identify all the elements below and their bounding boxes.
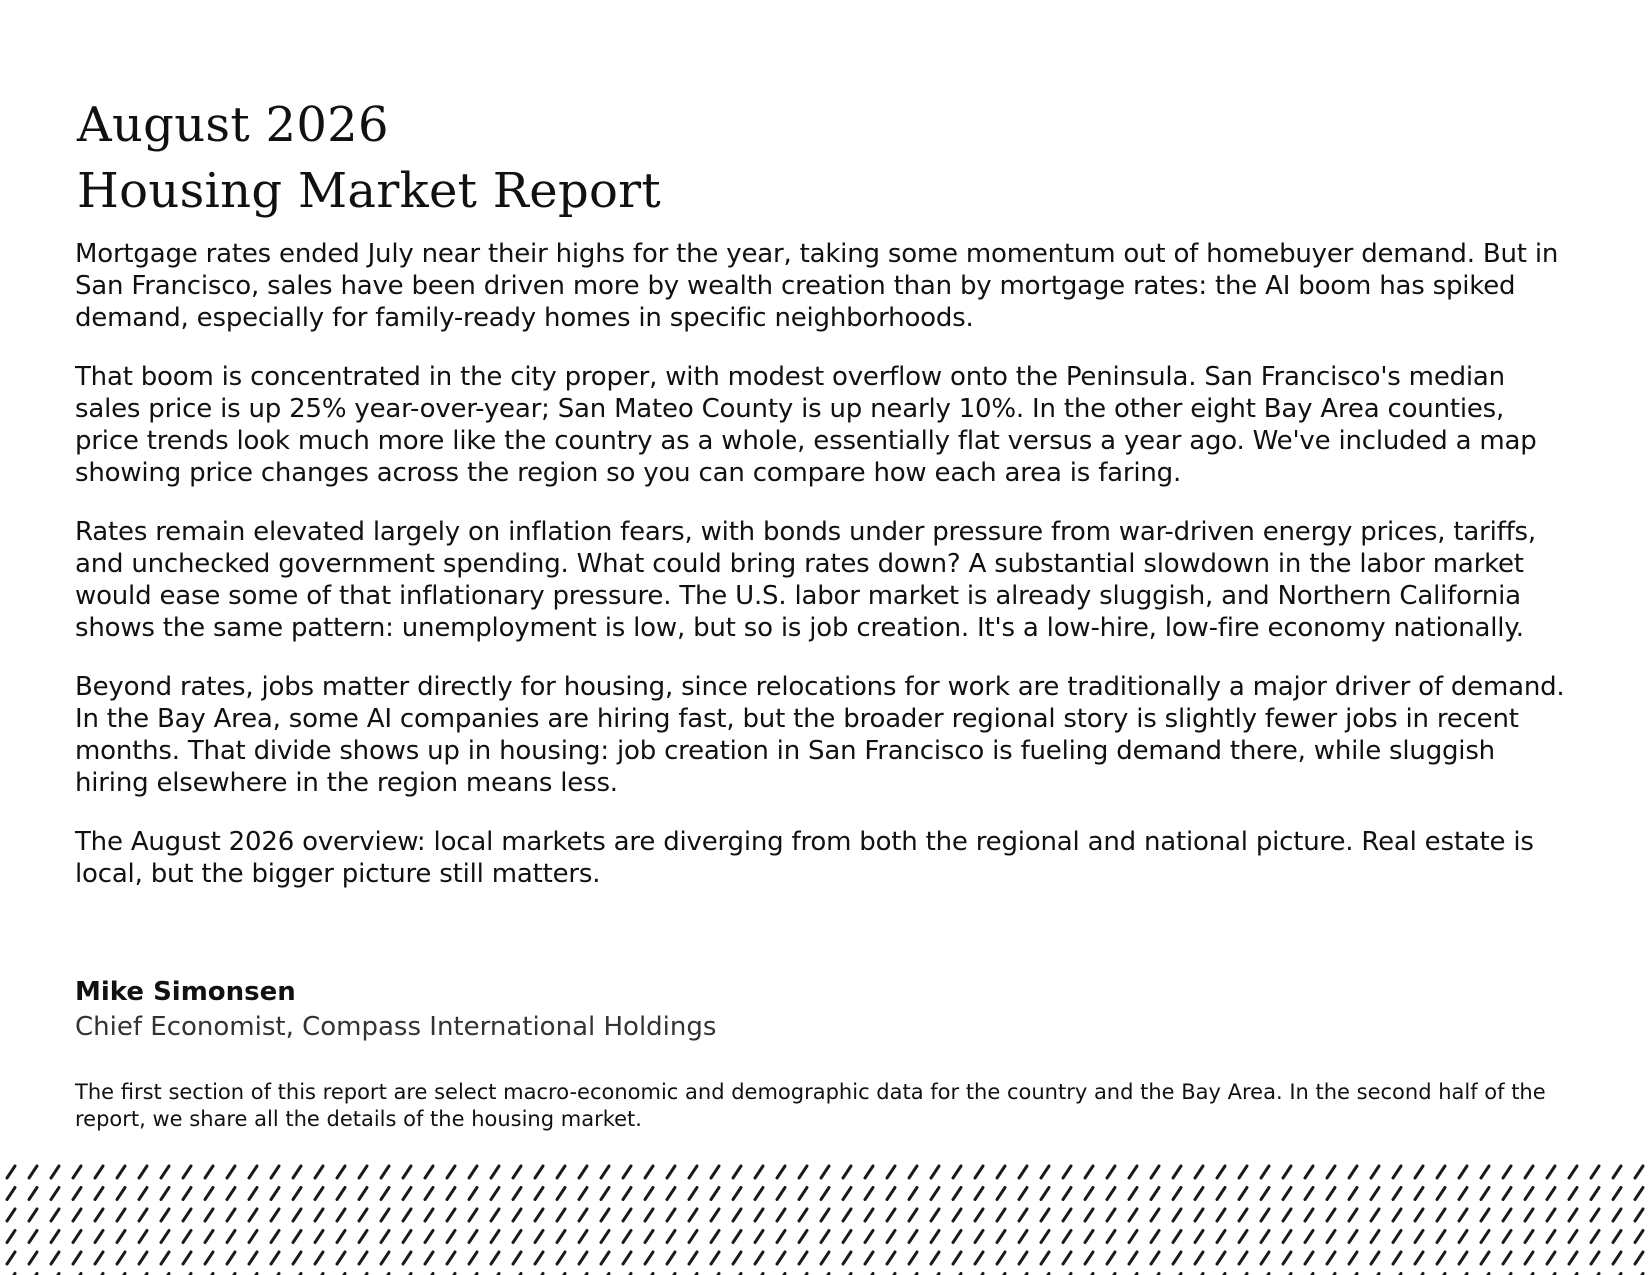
- report-title: [77, 92, 1077, 224]
- body-paragraph-3: Rates remain elevated largely on inflation fears, with bonds under pressure from war-driven energy prices, tariffs, and unchecked government spending. What could bring rates down? A substantial slowdown in the labor market would ease some of that inflationary pressure. The U.S. labor market is already sluggish, and Northern California shows the same pattern: unemployment is low, but so is job creation. It's a low-hire, low-fire economy nationally.: [75, 517, 1536, 643]
- author-signature: [75, 975, 1275, 1045]
- body-paragraph-2: That boom is concentrated in the city proper, with modest overflow onto the Peninsula. San Francisco's median sales price is up 25% year-over-year; San Mateo County is up nearly 10%. In the other eight Bay Area counties, price trends look much more like the country as a whole, essentially flat versus a year ago. We've included a map showing price changes across the region so you can compare how each area is faring.: [75, 362, 1537, 488]
- report-footnote: The first section of this report are select macro-economic and demographic data for the country and the Bay Area. In the second half of the report, we share all the details of the housing market.: [75, 1080, 1546, 1131]
- diagonal-slash-pattern-icon: [0, 1158, 1650, 1275]
- author-title: Chief Economist, Compass International Holdings: [75, 1012, 717, 1042]
- report-title-name: Housing Market Report: [77, 163, 662, 219]
- body-paragraph-1: Mortgage rates ended July near their highs for the year, taking some momentum out of homebuyer demand. But in San Francisco, sales have been driven more by wealth creation than by mortgage rates: the AI boom has spiked demand, especially for family-ready homes in specific neighborhoods.: [75, 239, 1559, 333]
- report-title-date: August 2026: [77, 97, 389, 153]
- body-paragraph-5: The August 2026 overview: local markets are diverging from both the regional and national picture. Real estate is local, but the bigger picture still matters.: [75, 827, 1534, 889]
- author-name: Mike Simonsen: [75, 977, 296, 1007]
- body-paragraph-4: Beyond rates, jobs matter directly for housing, since relocations for work are traditionally a major driver of demand. In the Bay Area, some AI companies are hiring fast, but the broader regional story is slightly fewer jobs in recent months. That divide shows up in housing: job creation in San Francisco is fueling demand there, while sluggish hiring elsewhere in the region means less.: [75, 672, 1565, 798]
- report-body: [75, 238, 1575, 917]
